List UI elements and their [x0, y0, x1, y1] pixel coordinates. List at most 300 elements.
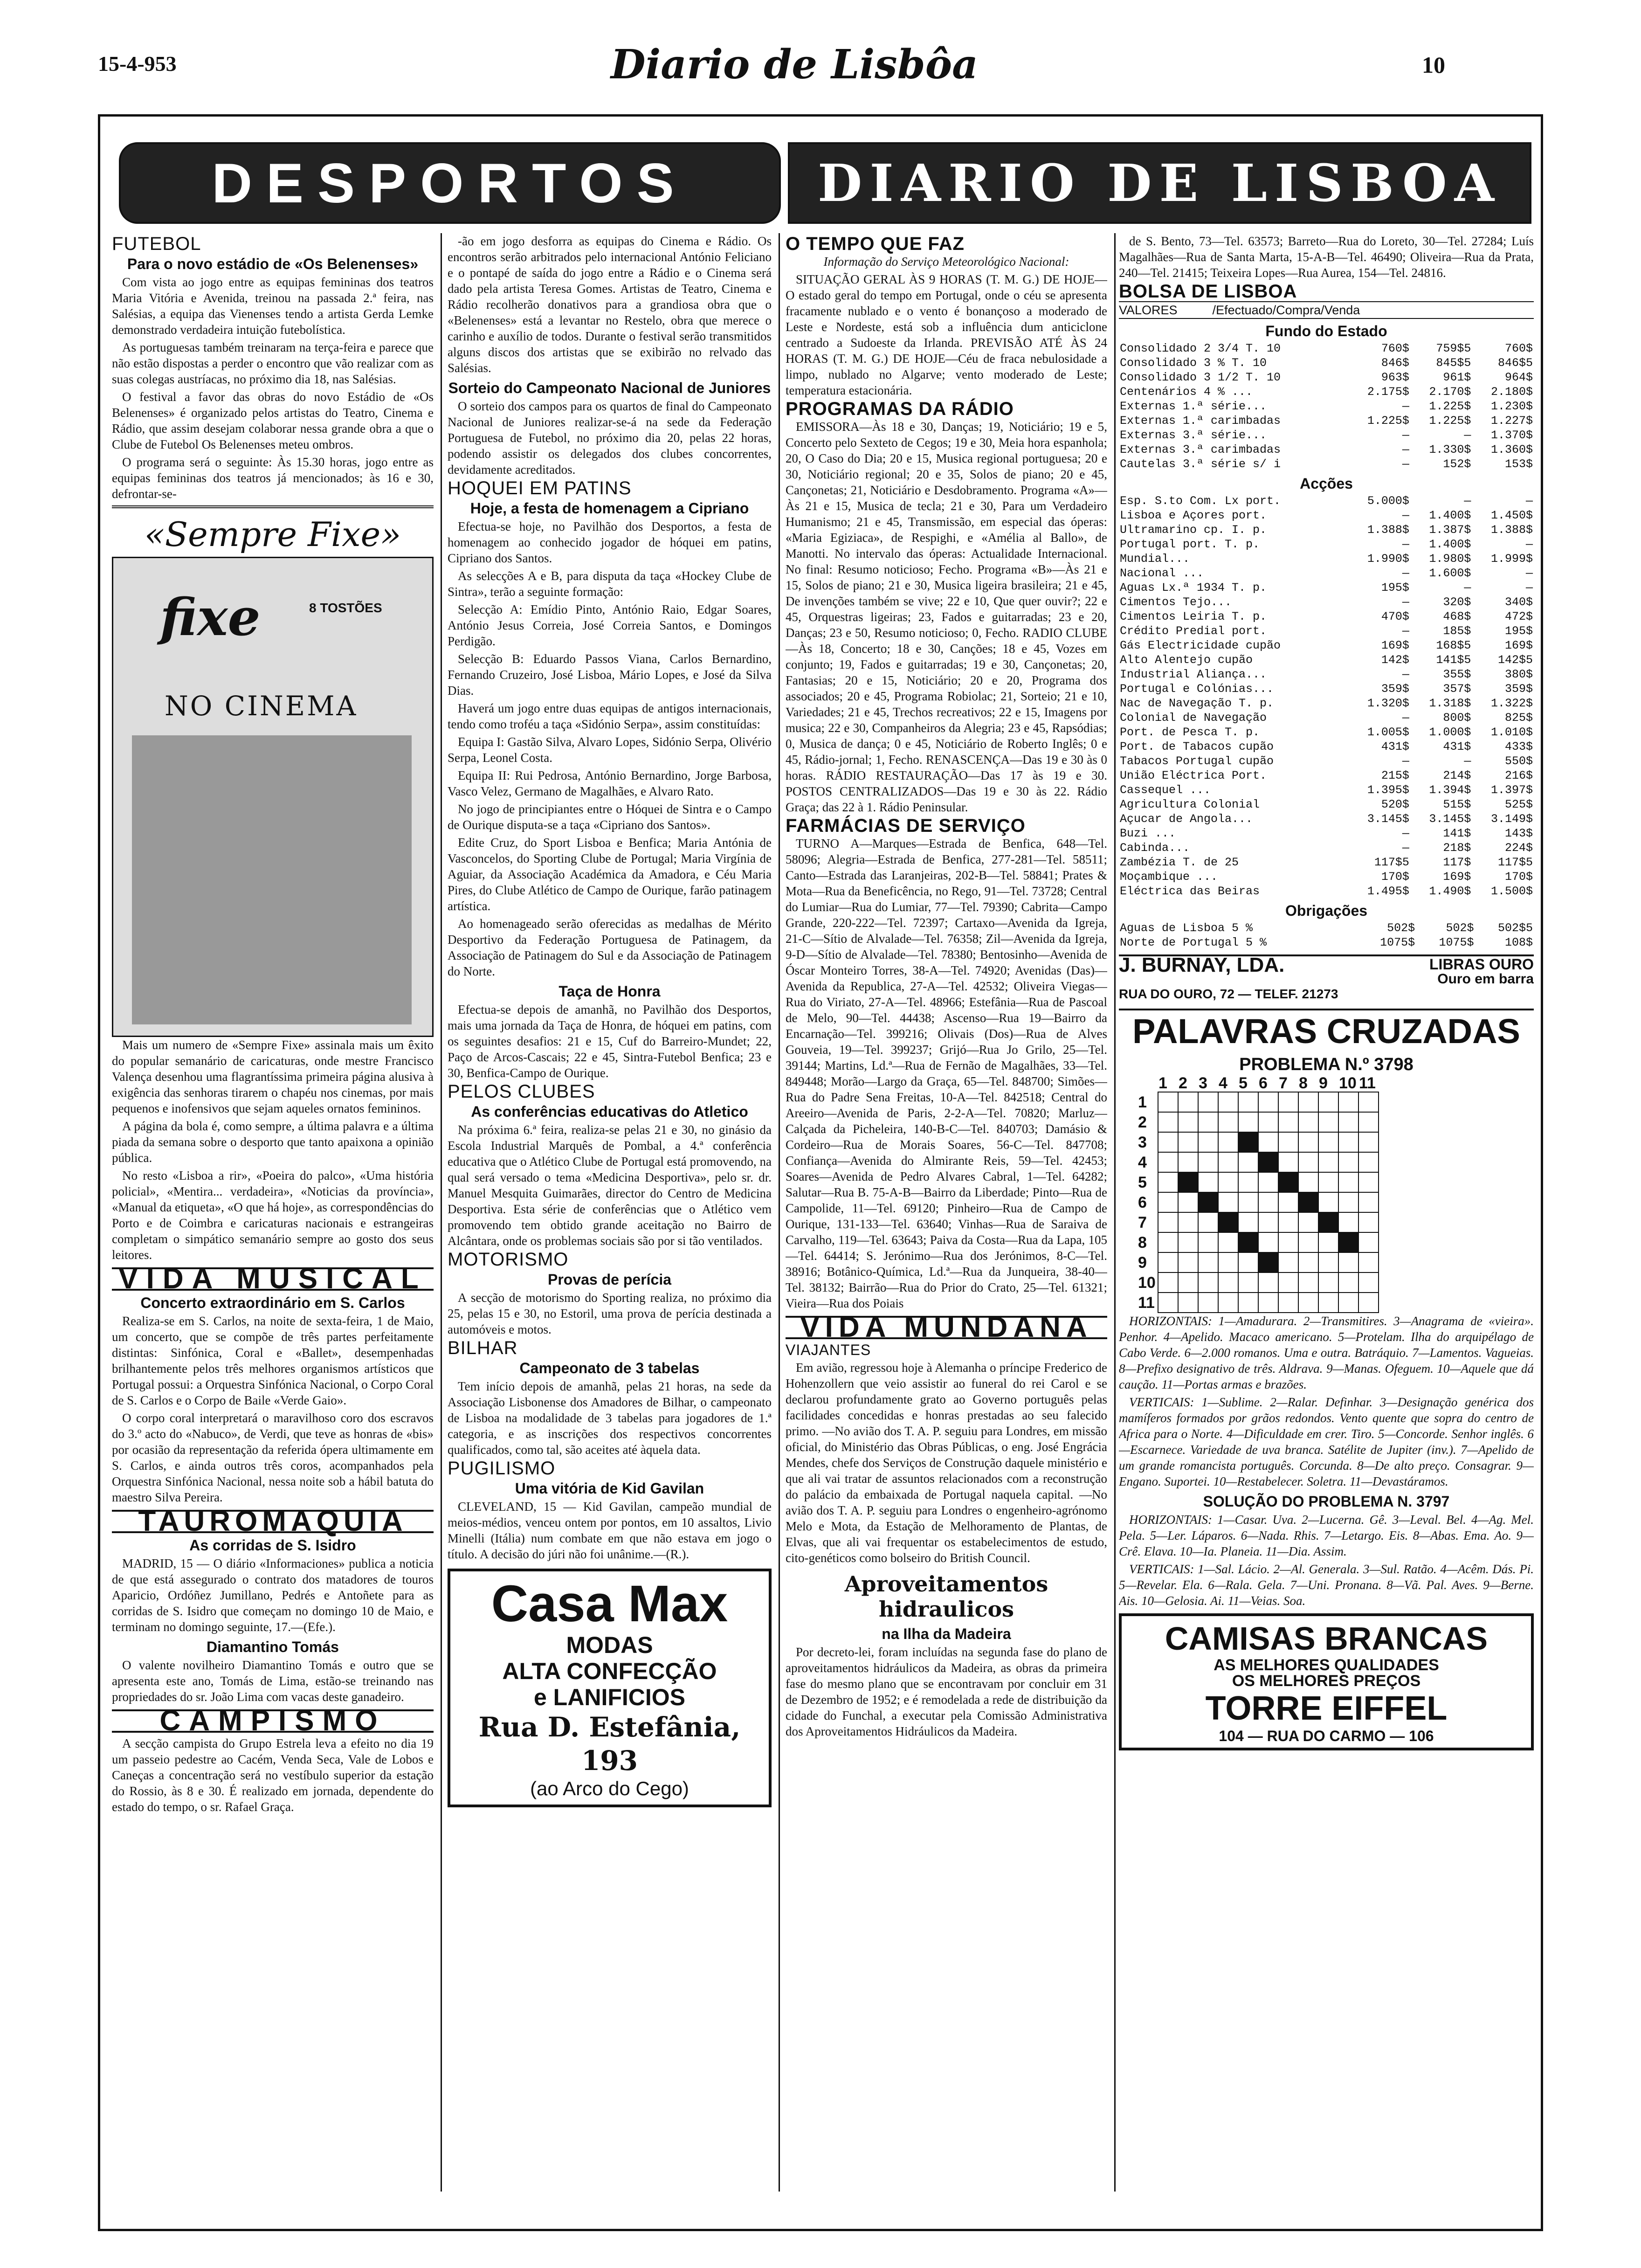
price-cell: 3.145$	[1429, 812, 1471, 826]
table-row	[1119, 740, 1534, 754]
price-cell: —	[1402, 567, 1409, 580]
grid-cell	[1218, 1232, 1238, 1252]
table-group: Acções	[1300, 475, 1353, 492]
grid-cell	[1178, 1232, 1198, 1252]
price-cell: 170$	[1504, 870, 1533, 884]
price-cell: 195$	[1504, 624, 1533, 638]
price-cell: 502$5	[1497, 921, 1533, 935]
price-cell: 525$	[1504, 798, 1533, 811]
table-group: Obrigações	[1285, 902, 1368, 919]
grid-cell	[1258, 1293, 1278, 1313]
security-name: Zambézia T. de 25	[1120, 856, 1239, 869]
table-group: Fundo do Estado	[1265, 323, 1387, 339]
sempre-fixe-title: «Sempre Fixe»	[144, 515, 401, 554]
obrig-table	[1119, 921, 1534, 950]
ad-line: LIBRAS OURO	[1429, 956, 1534, 973]
grid-cell	[1278, 1092, 1298, 1112]
paragraph: Por decreto-lei, foram incluídas na segunda fase do plano de aproveitamentos hidráulicos da Madeira, as obras da primeira fase do mesmo plano que se encontravam por concluir em 31 de Dezembro de 1952; e é remodelada a rede de distribuição da cidade do Funchal, a executar pela Comissão Administrativa dos Aproveitamentos Hidráulicos da Madeira.	[786, 1645, 1107, 1738]
price-cell: 1.227$	[1490, 414, 1533, 428]
grid-cell	[1298, 1212, 1318, 1232]
subheadline: na Ilha da Madeira	[882, 1625, 1011, 1642]
grid-cell	[1278, 1172, 1298, 1192]
grid-cell	[1318, 1112, 1338, 1132]
grid-cell	[1278, 1152, 1298, 1172]
grid-column-number: 1	[1158, 1074, 1167, 1092]
crossword-table	[1138, 1075, 1379, 1313]
crossword-title: PALAVRAS CRUZADAS	[1132, 1012, 1520, 1051]
grid-row-number: 5	[1138, 1173, 1147, 1191]
table-row	[1119, 783, 1534, 797]
grid-row-number: 10	[1138, 1273, 1156, 1292]
grid-cell	[1358, 1252, 1379, 1272]
grid-cell	[1318, 1252, 1338, 1272]
grid-cell	[1178, 1152, 1198, 1172]
price-cell: —	[1402, 668, 1409, 681]
price-cell: 1.600$	[1429, 567, 1471, 580]
paragraph: Tem início depois de amanhã, pelas 21 horas, na sede da Associação Lisbonense dos Amadores de Bilhar, o campeonato de Lisboa na modalidade de 3 tabelas para jogadores de 1.ª categoria, e as inscrições dos respectivos concorrentes qualificados, como tal, são aceites até àquela data.	[448, 1379, 772, 1457]
camisas-ad	[1119, 1613, 1534, 1750]
grid-column-number: 11	[1359, 1074, 1376, 1092]
section-label: PROGRAMAS DA RÁDIO	[786, 399, 1014, 419]
price-cell: —	[1464, 754, 1471, 768]
table-row	[1119, 711, 1534, 725]
paragraph: SITUAÇÃO GERAL ÀS 9 HORAS (T. M. G.) DE HOJE—O estado geral do tempo em Portugal, onde o céu se apresenta fracamente nublado e o vento é bonançoso a moderado de Leste e Nordeste, está sob a influência dum anticiclone centrado a Sudoeste da Irlanda. PREVISÃO ATÉ ÀS 24 HORAS (T. M. G.) DE HOJE—Céu de fraca nebulosidade a limpo, nublado no Algarve; vento moderado de Leste; temperatura estacionária.	[786, 272, 1107, 397]
issue-date: 15-4-953	[98, 52, 177, 76]
headline: Hoje, a festa de homenagem a Cipriano	[470, 500, 749, 517]
grid-cell	[1198, 1152, 1218, 1172]
grid-cell	[1178, 1112, 1198, 1132]
grid-cell	[1338, 1293, 1358, 1313]
ad-brand-2: TORRE EIFFEL	[1205, 1690, 1448, 1727]
grid-cell	[1158, 1192, 1178, 1212]
grid-cell	[1178, 1092, 1198, 1112]
paragraph: Ao homenageado serão oferecidas as medalhas de Mérito Desportivo da Federação Portuguesa de Patinagem, da Associação de Patinagem do Sul e da Associação de Patinagem do Norte.	[448, 917, 772, 978]
table-row	[1119, 768, 1534, 783]
grid-column-number: 5	[1239, 1074, 1248, 1092]
price-cell: 963$	[1381, 371, 1409, 384]
table-row	[1119, 797, 1534, 812]
security-name: Aguas de Lisboa 5 %	[1120, 921, 1253, 935]
grid-cell	[1258, 1152, 1278, 1172]
grid-row-number: 2	[1138, 1113, 1147, 1131]
grid-cell	[1278, 1252, 1298, 1272]
paragraph: EMISSORA—Às 18 e 30, Danças; 19, Noticiário; 19 e 5, Concerto pelo Sexteto de Cegos; 19 e 30, Meia hora espanhola; 20, O Caso do Dia; 20 e 15, Musica regional portuguesa; 20 e 30, Noticiário regional; 20 e 35, Solos de piano; 20 e 45, Cançonetas; 21, Noticiário e Desdobramento. Programa «A»—Às 21 e 15, Musica de tecla; 21 e 30, Para um Verdadeiro Humanismo; 21 e 45, Transmissão, em especial das óperas: «Maria Egiziaca», de Respighi, e «Amélia al Ballo», de Manotti. No intervalo das óperas: Actualidade Internacional. No final: Resumo noticioso; Fecho. Programa «B»—Às 21 e 15, Solos de piano; 21 e 30, Musica ligeira brasileira; 21 e 45, De invenções também se vive; 22 e 10, Que quer ouvir?; 22 e 45, Orquestras ligeiras; 23, Fados e guitarradas; 23 e 20, Danças; 23 e 50, Resumo noticioso; 0, Fecho. RADIO CLUBE—Às 18, Concerto; 18 e 30, Canções; 18 e 45, Vozes em conjunto; 19, Fados e guitarradas; 19 e 30, Cançonetas; 20, Fantasias; 20 e 15, Noticiário; 20 e 20, Programa dos associados; 20 e 45, Programa Robiolac; 21, Sorteio; 21 e 10, Variedades; 21 e 45, Trechos recreativos; 22 e 15, Imagens por musica; 22 e 30, Companheiros da Alegria; 23 e 45, Rapsódias; 0, Musica de dança; 0 e 45, Noticiário de Roberto Inglês; 0 e 45, Rádio-jornal; 1, Fecho. RENASCENÇA—Das 19 e 30 às 0 horas. RÁDIO RESTAURAÇÃO—Das 17 às 19 e 30. POSTOS CENTRALIZADOS—Das 19 e 30 às 22. Rádio Graça; das 22 à 1. Rádio Peninsular.	[786, 420, 1107, 814]
price-cell: —	[1402, 595, 1409, 609]
paragraph: As selecções A e B, para disputa da taça «Hockey Clube de Sintra», terão a seguinte formação:	[448, 569, 772, 599]
price-cell: 142$5	[1497, 653, 1533, 667]
price-cell: 3.149$	[1490, 812, 1533, 826]
price-cell: —	[1402, 457, 1409, 471]
grid-cell	[1338, 1212, 1358, 1232]
headline: Para o novo estádio de «Os Belenenses»	[127, 256, 419, 272]
grid-cell	[1318, 1232, 1338, 1252]
grid-cell	[1298, 1132, 1318, 1152]
security-name: União Eléctrica Port.	[1120, 769, 1267, 782]
grid-cell	[1218, 1252, 1238, 1272]
price-cell: 1.387$	[1429, 523, 1471, 537]
security-name: Crédito Predial port.	[1120, 624, 1267, 638]
ad-brand: Casa Max	[491, 1575, 728, 1632]
table-row	[1119, 725, 1534, 740]
grid-cell	[1318, 1132, 1338, 1152]
grid-cell	[1258, 1232, 1278, 1252]
price-cell: 2.170$	[1429, 385, 1471, 399]
price-cell: 357$	[1443, 682, 1471, 696]
ad-address: 104 — RUA DO CARMO — 106	[1219, 1728, 1434, 1744]
security-name: Externas 3.ª carimbadas	[1120, 443, 1281, 456]
price-cell: —	[1402, 841, 1409, 855]
section-banner: CAMPISMO	[112, 1709, 434, 1733]
price-cell: 1.990$	[1367, 552, 1409, 566]
price-cell: —	[1402, 624, 1409, 638]
section-label: BILHAR	[448, 1338, 518, 1358]
paragraph: No jogo de principiantes entre o Hóquei de Sintra e o Campo de Ourique disputa-se a taça «Cipriano dos Santos».	[448, 802, 772, 832]
security-name: Externas 3.ª série...	[1120, 429, 1267, 442]
grid-cell	[1318, 1092, 1338, 1112]
paragraph: Edite Cruz, do Sport Lisboa e Benfica; Maria Antónia de Vasconcelos, do Sporting Clube de Portugal; Maria Virgínia de Aguiar, da Associação Académica da Amadora, e Céu Maria Pires, do Clube Atlético de Campo de Ourique, farão patinagem artística.	[448, 836, 772, 913]
ad-line: MODAS	[566, 1632, 653, 1658]
table-row	[1119, 653, 1534, 667]
grid-column-number: 2	[1179, 1074, 1187, 1092]
paragraph: Em avião, regressou hoje à Alemanha o príncipe Frederico de Hohenzollern que veio assistir ao funeral do rei Carol e se declarou profundamente grato ao Governo português pelas facilidades concedidas e honras prestadas ao seu falecido primo. —No avião dos T. A. P. seguiu para Londres, em missão oficial, do Ministério das Obras Públicas, o eng. José Engrácia Mendes, chefe dos Serviços de Construção daquele ministério e que ali vai tratar de assuntos relacionados com a reconstrução do palácio da embaixada de Portugal naquela capital. —No avião dos T. A. P. seguiu para Londres o engenheiro-agrónomo Melo e Mota, da Estação de Melhoramento de Plantas, de Elvas, que ali vai frequentar os estabelecimentos de estudo, cito-genéticos como bolseiro do British Council.	[786, 1361, 1107, 1565]
section-banner: TAUROMAQUIA	[112, 1510, 434, 1533]
grid-cell	[1298, 1112, 1318, 1132]
price-cell: 1.330$	[1429, 443, 1471, 456]
price-cell: 1.225$	[1429, 400, 1471, 413]
section-label: O TEMPO QUE FAZ	[786, 234, 965, 254]
price-cell: 1.360$	[1490, 443, 1533, 456]
headline: As conferências educativas do Atletico	[471, 1103, 748, 1120]
paragraph: Selecção B: Eduardo Passos Viana, Carlos Bernardino, Fernando Cruzeiro, José Lisboa, Mário Lopes, e José da Silva Dias.	[448, 652, 772, 698]
casa-max-ad	[448, 1569, 772, 1807]
table-row	[1119, 696, 1534, 711]
price-cell: —	[1525, 581, 1533, 595]
grid-cell	[1218, 1112, 1238, 1132]
price-cell: 1.005$	[1367, 726, 1409, 739]
grid-cell	[1178, 1132, 1198, 1152]
price-cell: —	[1402, 429, 1409, 442]
grid-cell	[1198, 1132, 1218, 1152]
table-row	[1119, 624, 1534, 638]
grid-cell	[1338, 1252, 1358, 1272]
grid-row-number: 9	[1138, 1253, 1147, 1272]
headline: Uma vitória de Kid Gavilan	[515, 1480, 704, 1497]
price-cell: 169$	[1443, 870, 1471, 884]
table-row	[1119, 921, 1534, 935]
security-name: Esp. S.to Com. Lx port.	[1120, 494, 1281, 508]
column-rule	[779, 233, 780, 2192]
paragraph: Efectua-se hoje, no Pavilhão dos Desportos, a festa de homenagem ao conhecido jogador de hóquei em patins, Cipriano dos Santos.	[448, 519, 772, 565]
grid-row-number: 6	[1138, 1193, 1147, 1211]
price-cell: 185$	[1443, 624, 1471, 638]
grid-cell	[1278, 1212, 1298, 1232]
price-cell: 1.388$	[1490, 523, 1533, 537]
grid-cell	[1178, 1172, 1198, 1192]
price-cell: 431$	[1381, 740, 1409, 754]
paragraph: TURNO A—Marques—Estrada de Benfica, 648—Tel. 58096; Alegria—Estrada de Benfica, 277-281—Tel. 58511; Canto—Estrada das Laranjeiras, 202-B—Tel. 58841; Prates & Mota—Rua da Beneficência, no Rego, 91—Tel. 73728; Central do Lumiar—Rua do Lumiar, 77—Tel. 79390; Cabrita—Campo Grande, 220-222—Tel. 72397; Cartaxo—Avenida da Igreja, 21-C—Sítio de Alvalade—Tel. 76358; Zil—Avenida da Igreja, 9-D—Sítio de Alvalade—Tel. 78380; Bentosinho—Avenida de Óscar Monteiro Torres, 38-A—Tel. 74920; Avenidas (Das)—Avenida da Republica, 27-A—Tel. 42532; Oliveira Viegas—Rua do Viriato, 27-A—Tel. 48966; Estefânia—Rua de Pascoal de Melo, 90—Tel. 44438; Ascenso—Rua 19—Bairro da Encarnação—Tel. 399216; Olivais (Dos)—Rua de Alves Gouveia, 19—Tel. 399237; Grijó—Rua Jo Grilo, 25—Tel. 39144; Martins, Ld.ª—Rua de Fernão de Magalhães, 33—Tel. 849448; Morão—Largo da Graça, 65—Tel. 848700; Simões—Rua do Padre Sena Freitas, 10-A—Tel. 842518; Central do Areeiro—Avenida de Paris, 2-2-A—Tel. 70820; Marluz—Calçada da Picheleira, 140-B-C—Tel. 840703; Damásio & Cordeiro—Rua de Morais Soares, 56-C—Tel. 847708; Confiança—Avenida do Almirante Reis, 59—Tel. 42453; Soares—Avenida de Pedro Alvares Cabral, 1—Tel. 64282; Salutar—Rua B. 75-A-B—Bairro da Liberdade; Pinto—Rua de Campolide, 11—Tel. 69120; Pinheiro—Rua de Campo de Ourique, 131-133—Tel. 63640; Vinhas—Rua de Saraiva de Carvalho, 119—Tel. 63643; Paiva da Costa—Rua da Lapa, 105—Tel. 64414; S. Jerónimo—Rua dos Jerónimos, 8-C—Tel. 38916; Botânico-Química, Ld.ª—Rua da Junqueira, 38-40—Tel. 38132; Bairrão—Rua do Prior do Crato, 25—Tel. 61321; Vieira—Rua dos Poiais	[786, 837, 1107, 1310]
solution-horizontal: HORIZONTAIS: 1—Casar. Uva. 2—Lucerna. Gê. 3—Leval. Bel. 4—Ag. Mel. Pela. 5—Ler. Láparos. 6—Nada. Rhis. 7—Letargo. Eis. 8—Abas. Ema. Ao. 9—Crê. Elava. 10—Ia. Planeia. 11—Dia. Assim.	[1119, 1513, 1534, 1558]
paragraph: A página da bola é, como sempre, a última palavra e a última piada da semana sobre o desporto que tanto apaixona a opinião pública.	[112, 1119, 434, 1165]
price-cell: 1.500$	[1490, 885, 1533, 898]
security-name: Agricultura Colonial	[1120, 798, 1260, 811]
table-row	[1119, 537, 1534, 552]
grid-cell	[1158, 1152, 1178, 1172]
grid-row-number: 8	[1138, 1233, 1147, 1252]
price-cell: 760$	[1504, 342, 1533, 355]
security-name: Externas 1.ª carimbadas	[1120, 414, 1281, 428]
price-cell: 1.400$	[1429, 538, 1471, 551]
paragraph: O sorteio dos campos para os quartos de final do Campeonato Nacional de Juniores realizar-se-á na sede da Federação Portuguesa de Futebol, no próximo dia 20, pelas 22 horas, podendo assistir os delegados dos clubes concorrentes, devidamente acreditados.	[448, 399, 772, 477]
fundo-table	[1119, 341, 1534, 471]
section-label: BOLSA DE LISBOA	[1119, 281, 1297, 302]
headline: Taça de Honra	[558, 983, 661, 1000]
price-cell: 502$	[1387, 921, 1415, 935]
grid-cell	[1198, 1293, 1218, 1313]
price-cell: 359$	[1381, 682, 1409, 696]
price-cell: —	[1402, 538, 1409, 551]
grid-cell	[1298, 1252, 1318, 1272]
price-cell: —	[1402, 711, 1409, 725]
table-row	[1119, 884, 1534, 899]
security-name: Eléctrica das Beiras	[1120, 885, 1260, 898]
price-cell: 3.145$	[1367, 812, 1409, 826]
grid-cell	[1358, 1293, 1379, 1313]
grid-cell	[1318, 1152, 1338, 1172]
grid-cell	[1178, 1192, 1198, 1212]
security-name: Portugal port. T. p.	[1120, 538, 1260, 551]
price-cell: 218$	[1443, 841, 1471, 855]
price-cell: 1.225$	[1429, 414, 1471, 428]
ad-line: ALTA CONFECÇÃO	[502, 1658, 717, 1684]
column-1	[112, 233, 434, 2220]
section-label: PUGILISMO	[448, 1458, 556, 1479]
price-cell: 433$	[1504, 740, 1533, 754]
grid-cell	[1358, 1212, 1379, 1232]
price-cell: 340$	[1504, 595, 1533, 609]
grid-cell	[1358, 1172, 1379, 1192]
grid-cell	[1278, 1272, 1298, 1293]
price-cell: 195$	[1381, 581, 1409, 595]
price-cell: 964$	[1504, 371, 1533, 384]
grid-column-number: 7	[1279, 1074, 1288, 1092]
grid-cell	[1298, 1172, 1318, 1192]
grid-cell	[1358, 1132, 1379, 1152]
ad-address: RUA DO OURO, 72 — TELEF. 21273	[1119, 987, 1338, 1001]
paragraph: MADRID, 15 — O diário «Informaciones» publica a noticia de que está assegurado o contrato dos matadores de touros Aparicio, Ordóñez Jumillano, Pedrés e Antoñete para as corridas de S. Isidro que começam no domingo 10 de Maio, e terminam no domingo seguinte, 17.—(Efe.).	[112, 1556, 434, 1634]
price-cell: —	[1402, 827, 1409, 840]
section-banner: VIDA MUNDANA	[786, 1316, 1107, 1339]
grid-corner	[1138, 1075, 1158, 1092]
table-row	[1119, 356, 1534, 370]
security-name: Cautelas 3.ª série s/ i	[1120, 457, 1281, 471]
grid-cell	[1158, 1092, 1178, 1112]
grid-cell	[1218, 1212, 1238, 1232]
paragraph: Selecção A: Emídio Pinto, António Raio, Edgar Soares, António Jesus Correia, José Correia Santos, e Domingos Perdigão.	[448, 602, 772, 648]
grid-column-number: 4	[1219, 1074, 1227, 1092]
table-row	[1119, 682, 1534, 696]
paragraph: A secção campista do Grupo Estrela leva a efeito no dia 19 um passeio pedestre ao Cacém, Venda Seca, Vale de Lobos e Caneças a concentração será no vestíbulo superior da estação do Rossio, às 8 e 30. É realizado em jornada, dependente do estado do tempo, o sr. Rafael Graça.	[112, 1736, 434, 1814]
price-cell: 108$	[1504, 936, 1533, 949]
security-name: Mundial...	[1120, 552, 1190, 566]
price-cell: 961$	[1443, 371, 1471, 384]
grid-cell	[1158, 1272, 1178, 1293]
price-cell: —	[1525, 494, 1533, 508]
table-row	[1119, 414, 1534, 428]
price-cell: —	[1402, 400, 1409, 413]
table-row	[1119, 812, 1534, 826]
table-row	[1119, 494, 1534, 508]
grid-cell	[1298, 1232, 1318, 1252]
paragraph: Haverá um jogo entre duas equipas de antigos internacionais, tendo como troféu a taça «Sidónio Serpa», assim constituídas:	[448, 701, 772, 731]
price-cell: 216$	[1504, 769, 1533, 782]
price-cell: 141$	[1443, 827, 1471, 840]
ad-line: AS MELHORES QUALIDADES	[1214, 1656, 1439, 1674]
grid-cell	[1158, 1132, 1178, 1152]
grid-cell	[1158, 1293, 1178, 1313]
security-name: Consolidado 2 3/4 T. 10	[1120, 342, 1281, 355]
security-name: Consolidado 3 % T. 10	[1120, 356, 1267, 370]
grid-cell	[1298, 1293, 1318, 1313]
paragraph: Realiza-se em S. Carlos, na noite de sexta-feira, 1 de Maio, um concerto, que se compõe de três partes perfeitamente distintas: Sinfónica, Coral e «Ballet», desempenhadas brilhantemente pelos três melhores organismos artísticos que Portugal possui: a Orquestra Sinfónica Nacional, o Corpo Coral de S. Carlos e o Corpo de Baile «Verde Gaio».	[112, 1314, 434, 1407]
grid-cell	[1238, 1172, 1258, 1192]
grid-cell	[1198, 1212, 1218, 1232]
grid-cell	[1338, 1232, 1358, 1252]
grid-cell	[1198, 1252, 1218, 1272]
security-name: Cimentos Leiria T. p.	[1120, 610, 1267, 623]
grid-cell	[1258, 1272, 1278, 1293]
grid-cell	[1238, 1272, 1258, 1293]
price-cell: —	[1525, 538, 1533, 551]
price-cell: 472$	[1504, 610, 1533, 623]
price-cell: 117$5	[1497, 856, 1533, 869]
section-label: FUTEBOL	[112, 234, 201, 254]
cover-caption: NO CINEMA	[165, 690, 358, 722]
grid-cell	[1198, 1232, 1218, 1252]
paragraph: Mais um numero de «Sempre Fixe» assinala mais um êxito do popular semanário de caricaturas, onde mestre Francisco Valença desenhou uma flagrantíssima primeira página alusiva à exigência das senhoras tirarem o chapéu nos cinemas, por mais pequenos e inofensivos que sejam aqueles ornatos femininos.	[112, 1038, 434, 1115]
grid-cell	[1338, 1192, 1358, 1212]
section-label: MOTORISMO	[448, 1249, 569, 1270]
sempre-fixe-cover	[112, 557, 434, 1037]
price-cell: 359$	[1504, 682, 1533, 696]
paragraph: CLEVELAND, 15 — Kid Gavilan, campeão mundial de meios-médios, venceu ontem por pontos, em 10 assaltos, Livio Minelli (Itália) num combate em que não estava em jogo o título. A decisão do júri não foi unânime.—(R.).	[448, 1500, 772, 1561]
grid-cell	[1238, 1112, 1258, 1132]
grid-cell	[1238, 1252, 1258, 1272]
divider	[112, 505, 434, 508]
table-row	[1119, 428, 1534, 443]
headline: Sorteio do Campeonato Nacional de Juniores	[448, 380, 771, 396]
grid-cell	[1278, 1132, 1298, 1152]
problem-number: PROBLEMA N.º 3798	[1239, 1055, 1413, 1074]
price-cell: 1.000$	[1429, 726, 1471, 739]
table-row	[1119, 841, 1534, 855]
security-name: Industrial Aliança...	[1120, 668, 1267, 681]
grid-cell	[1298, 1152, 1318, 1172]
grid-cell	[1338, 1152, 1358, 1172]
table-row	[1119, 508, 1534, 523]
ad-line: OS MELHORES PREÇOS	[1232, 1672, 1421, 1690]
grid-cell	[1338, 1272, 1358, 1293]
grid-row-number: 11	[1138, 1293, 1155, 1312]
price-cell: 1.394$	[1429, 783, 1471, 797]
ad-line: Ouro em barra	[1437, 971, 1534, 987]
grid-cell	[1338, 1112, 1358, 1132]
grid-cell	[1318, 1272, 1338, 1293]
table-row	[1119, 609, 1534, 624]
grid-cell	[1358, 1092, 1379, 1112]
price-cell: 1.490$	[1429, 885, 1471, 898]
grid-cell	[1218, 1152, 1238, 1172]
grid-cell	[1258, 1112, 1278, 1132]
price-cell: —	[1402, 509, 1409, 522]
column-3	[786, 233, 1107, 2220]
table-header: VALORES /Efectuado/Compra/Venda	[1119, 301, 1534, 319]
price-cell: 1.388$	[1367, 523, 1409, 537]
grid-cell	[1338, 1092, 1358, 1112]
grid-column-number: 9	[1319, 1074, 1328, 1092]
paragraph: O festival a favor das obras do novo Estádio de «Os Belenenses» é organizado pelos artistas do Teatro, Cinema e Rádio, que assim desejam colaborar nessa grande obra a que o Clube de Futebol Os Belenenses meteu ombros.	[112, 390, 434, 451]
grid-cell	[1238, 1212, 1258, 1232]
grid-cell	[1258, 1252, 1278, 1272]
price-cell: 170$	[1381, 870, 1409, 884]
ad-brand: J. BURNAY, LDA.	[1119, 954, 1285, 976]
security-name: Moçambique ...	[1120, 870, 1218, 884]
security-name: Ultramarino cp. I. p.	[1120, 523, 1267, 537]
table-row	[1119, 523, 1534, 537]
price-cell: —	[1525, 567, 1533, 580]
price-cell: 169$	[1504, 639, 1533, 652]
security-name: Centenários 4 % ...	[1120, 385, 1253, 399]
price-cell: —	[1464, 429, 1471, 442]
price-cell: 215$	[1381, 769, 1409, 782]
section-label: FARMÁCIAS DE SERVIÇO	[786, 816, 1026, 836]
security-name: Port. de Tabacos cupão	[1120, 740, 1274, 754]
table-row	[1119, 855, 1534, 870]
paragraph: A secção de motorismo do Sporting realiza, no próximo dia 25, pelas 15 e 30, no Estoril, uma prova de perícia destinada a automóveis e motos.	[448, 1291, 772, 1336]
price-cell: 1.230$	[1490, 400, 1533, 413]
headline: Concerto extraordinário em S. Carlos	[140, 1294, 405, 1311]
grid-cell	[1238, 1192, 1258, 1212]
table-row	[1119, 638, 1534, 653]
table-row	[1119, 385, 1534, 399]
paragraph: Equipa I: Gastão Silva, Alvaro Lopes, Sidónio Serpa, Olivério Serpa, Leonel Costa.	[448, 735, 772, 765]
grid-row-number: 7	[1138, 1213, 1147, 1231]
crossword-grid	[1119, 1075, 1534, 1313]
solution-title: SOLUÇÃO DO PROBLEMA N. 3797	[1203, 1493, 1450, 1510]
grid-cell	[1358, 1152, 1379, 1172]
price-cell: 431$	[1443, 740, 1471, 754]
grid-cell	[1318, 1192, 1338, 1212]
price-cell: 1.397$	[1490, 783, 1533, 797]
price-cell: —	[1402, 443, 1409, 456]
grid-cell	[1298, 1092, 1318, 1112]
column-rule	[1114, 233, 1116, 2192]
grid-cell	[1198, 1092, 1218, 1112]
section-banner: VIDA MUSICAL	[112, 1267, 434, 1291]
price-cell: 760$	[1381, 342, 1409, 355]
price-cell: 1.318$	[1429, 697, 1471, 710]
headline: Provas de perícia	[547, 1271, 672, 1288]
price-cell: 117$5	[1374, 856, 1409, 869]
price-cell: —	[1464, 581, 1471, 595]
ad-line: e LANIFICIOS	[533, 1684, 686, 1710]
price-cell: 468$	[1443, 610, 1471, 623]
grid-cell	[1318, 1212, 1338, 1232]
price-cell: 169$	[1381, 639, 1409, 652]
grid-cell	[1358, 1192, 1379, 1212]
paragraph: Com vista ao jogo entre as equipas femininas dos teatros Maria Vitória e Avenida, treinou na passada 2.ª feira, nas Salésias, a equipa das Vienenses tendo a artista Gerda Lemke demonstrado verdadeira intuição futebolística.	[112, 275, 434, 337]
price-cell: 355$	[1443, 668, 1471, 681]
security-name: Alto Alentejo cupão	[1120, 653, 1253, 667]
